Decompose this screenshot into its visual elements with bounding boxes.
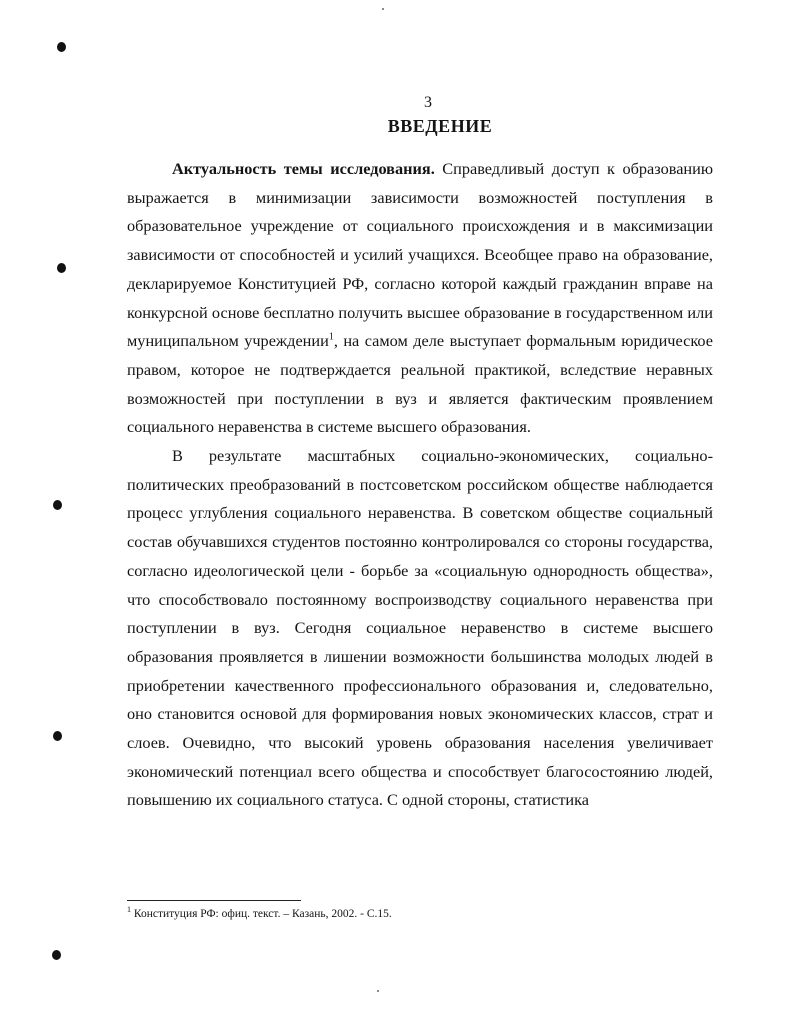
punch-hole-mark [57, 42, 66, 52]
scan-speck [382, 8, 384, 10]
footnote-ref: 1 [328, 331, 334, 343]
punch-hole-mark [53, 731, 62, 741]
footnote-number: 1 [127, 905, 131, 915]
footnote-text: Конституция РФ: офиц. текст. – Казань, 2002. - С.15. [131, 908, 392, 920]
footnote-divider [127, 900, 301, 901]
paragraph-lead: Актуальность темы исследования. [172, 159, 435, 178]
paragraph-1 [127, 155, 713, 442]
page-number: 3 [424, 94, 432, 111]
paragraph-1-continuation: , на самом деле выступает формальным юридическое правом, которое не подтверждается реальной практикой, вследствие неравных возможностей при поступлении в вуз и является фактическим проявлением социального неравенства в системе высшего образования. [127, 331, 713, 437]
punch-hole-mark [57, 263, 66, 273]
punch-hole-mark [52, 950, 61, 960]
body-text [127, 155, 713, 815]
punch-hole-mark [53, 500, 62, 510]
paragraph-1-text: Справедливый доступ к образованию выражается в минимизации зависимости возможностей поступления в образовательное учреждение от социального происхождения и в максимизации зависимости от способностей и усилий учащихся. Всеобщее право на образование, декларируемое Конституцией РФ, согласно которой каждый гражданин вправе на конкурсной основе бесплатно получить высшее образование в государственном или муниципальном учреждении [127, 159, 714, 351]
footnote [127, 905, 392, 920]
scan-speck [377, 990, 379, 992]
paragraph-2: В результате масштабных социально-экономических, социально-политических преобразований в постсоветском российском обществе наблюдается процесс углубления социального неравенства. В советском обществе социальный состав обучавшихся студентов постоянно контролировался со стороны государства, согласно идеологической цели - борьбе за «социальную однородность общества», что способствовало постоянному воспроизводству социального неравенства при поступлении в вуз. Сегодня социальное неравенство в системе высшего образования проявляется в лишении возможности большинства молодых людей в приобретении качественного профессионального образования и, следовательно, оно становится основой для формирования новых экономических классов, страт и слоев. Очевидно, что высокий уровень образования населения увеличивает экономический потенциал всего общества и способствует благосостоянию людей, повышению их социального статуса. С одной стороны, статистика [127, 446, 713, 810]
section-title: ВВЕДЕНИЕ [387, 116, 493, 136]
